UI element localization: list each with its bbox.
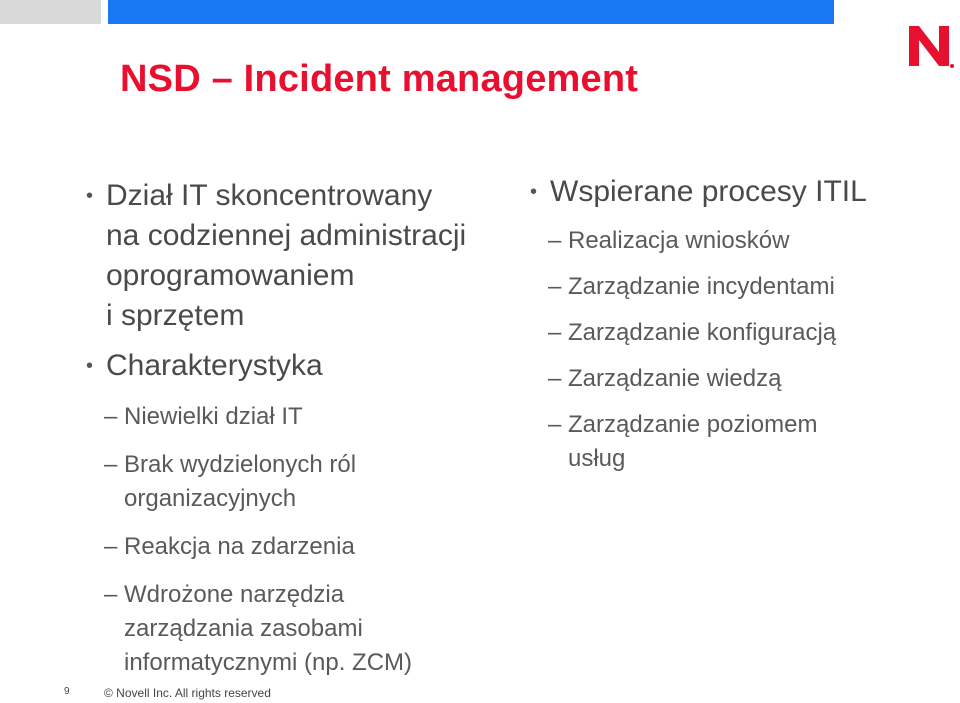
top-bar-blue	[108, 0, 834, 24]
sub-line: Zarządzanie konfiguracją	[568, 319, 837, 346]
sub-item	[530, 408, 950, 476]
bullet-line: oprogramowaniem	[106, 259, 355, 292]
sub-item	[530, 316, 950, 350]
dash-icon: –	[548, 319, 562, 346]
bullet-charakterystyka	[86, 346, 516, 386]
sub-line: usług	[568, 445, 626, 472]
novell-logo-icon	[905, 20, 957, 72]
bullet-dot-icon: •	[86, 355, 94, 377]
sub-line: zarządzania zasobami	[124, 615, 363, 642]
bullet-dot-icon: •	[530, 181, 538, 203]
bullet-line: Dział IT skoncentrowany	[106, 179, 433, 212]
dash-icon: –	[548, 273, 562, 300]
sub-line: informatycznymi (np. ZCM)	[124, 649, 413, 676]
dash-icon: –	[104, 581, 118, 608]
dash-icon: –	[548, 411, 562, 438]
dash-icon: –	[104, 403, 118, 430]
sub-line: organizacyjnych	[124, 485, 297, 512]
sub-item	[86, 530, 516, 564]
slide-title: NSD – Incident management	[120, 58, 639, 100]
sub-item	[530, 224, 950, 258]
sub-item	[86, 448, 516, 516]
sub-item	[86, 578, 516, 680]
sub-line: Brak wydzielonych ról	[124, 451, 357, 478]
sub-line: Realizacja wniosków	[568, 227, 790, 254]
sub-line: Wdrożone narzędzia	[124, 581, 345, 608]
sub-line: Niewielki dział IT	[124, 403, 303, 430]
bullet-procesy-itil	[530, 172, 950, 212]
sub-line: Reakcja na zdarzenia	[124, 533, 355, 560]
bullet-dot-icon: •	[86, 185, 94, 207]
dash-icon: –	[104, 451, 118, 478]
page-number: 9	[64, 686, 70, 697]
dash-icon: –	[548, 365, 562, 392]
sub-item	[86, 400, 516, 434]
bullet-line: Wspierane procesy ITIL	[550, 175, 867, 208]
sub-line: Zarządzanie incydentami	[568, 273, 835, 300]
dash-icon: –	[548, 227, 562, 254]
bullet-line: Charakterystyka	[106, 349, 323, 382]
sub-line: Zarządzanie poziomem	[568, 411, 818, 438]
left-column	[86, 176, 516, 680]
sub-item	[530, 362, 950, 396]
bullet-line: i sprzętem	[106, 299, 245, 332]
copyright-text: © Novell Inc. All rights reserved	[104, 686, 271, 700]
right-column	[530, 172, 950, 476]
top-bar-gray	[0, 0, 101, 24]
bullet-dzial-it	[86, 176, 516, 336]
sub-line: Zarządzanie wiedzą	[568, 365, 782, 392]
bullet-line: na codziennej administracji	[106, 219, 467, 252]
sub-item	[530, 270, 950, 304]
dash-icon: –	[104, 533, 118, 560]
